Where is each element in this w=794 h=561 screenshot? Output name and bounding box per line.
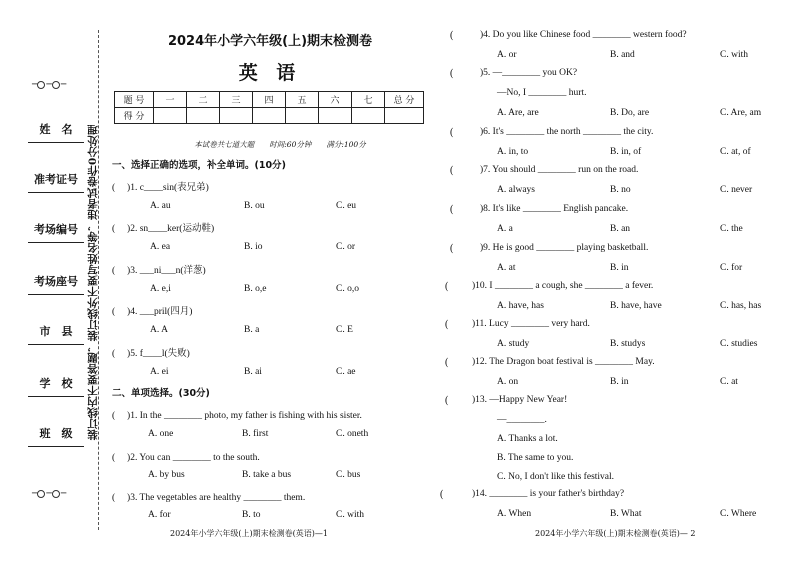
- score-col-3: 三: [220, 92, 253, 108]
- r-q9-a[interactable]: A. at: [497, 263, 516, 273]
- r-q5-a[interactable]: A. Are, are: [497, 108, 539, 118]
- r-q9: )9. He is good ________ playing basketball.: [480, 243, 649, 253]
- field-school[interactable]: 学 校: [28, 372, 84, 397]
- r-q9-c[interactable]: C. for: [720, 263, 743, 273]
- r-q10-c[interactable]: C. has, has: [720, 301, 762, 311]
- r-q11-a[interactable]: A. study: [497, 339, 530, 349]
- r-q8-a[interactable]: A. a: [497, 224, 513, 234]
- field-city-county[interactable]: 市 县: [28, 320, 84, 345]
- score-row-label: 得 分: [115, 108, 154, 124]
- s1-q1-c[interactable]: C. eu: [336, 201, 357, 211]
- s1-q3-a[interactable]: A. e,i: [150, 284, 171, 294]
- r-q6-b[interactable]: B. in, of: [610, 147, 642, 157]
- s1-q5: ( )5. f____l(失败): [112, 349, 190, 359]
- r-q7-b[interactable]: B. no: [610, 185, 631, 195]
- score-col-6: 六: [319, 92, 352, 108]
- binding-note: 装订线内不要答题，装订线外不要写姓名等，违者试卷作0分处理: [87, 124, 99, 440]
- r-q12-a[interactable]: A. on: [497, 377, 519, 387]
- score-cell[interactable]: [253, 108, 286, 124]
- r-q9-b[interactable]: B. in: [610, 263, 629, 273]
- r-q13-c[interactable]: C. No, I don't like this festival.: [497, 472, 615, 482]
- score-col-total: 总 分: [385, 92, 424, 108]
- s2-q1-a[interactable]: A. one: [148, 429, 174, 439]
- s1-q4: ( )4. ___pril(四月): [112, 307, 193, 317]
- r-q12-b[interactable]: B. in: [610, 377, 629, 387]
- s1-q2-a[interactable]: A. ea: [150, 242, 171, 252]
- score-col-5: 五: [286, 92, 319, 108]
- r-q12: )12. The Dragon boat festival is ________ May.: [472, 357, 655, 367]
- score-header-label: 题 号: [115, 92, 154, 108]
- s2-q1-b[interactable]: B. first: [242, 429, 269, 439]
- r-q5-b[interactable]: B. Do, are: [610, 108, 650, 118]
- r-q11-b[interactable]: B. studys: [610, 339, 646, 349]
- r-q5-c[interactable]: C. Are, am: [720, 108, 762, 118]
- binding-strip: [0, 0, 100, 561]
- score-col-4: 四: [253, 92, 286, 108]
- r-q7: )7. You should ________ run on the road.: [480, 165, 639, 175]
- s2-q3-b[interactable]: B. to: [242, 510, 261, 520]
- s1-q2-c[interactable]: C. or: [336, 242, 355, 252]
- r-q4-b[interactable]: B. and: [610, 50, 635, 60]
- cut-line: [98, 30, 99, 530]
- r-q8-paren[interactable]: (: [450, 204, 454, 215]
- exam-title: 2024年小学六年级(上)期末检测卷: [167, 34, 373, 49]
- score-col-2: 二: [187, 92, 220, 108]
- s1-q4-b[interactable]: B. a: [244, 325, 260, 335]
- r-q7-c[interactable]: C. never: [720, 185, 753, 195]
- r-q13-paren[interactable]: (: [445, 395, 449, 406]
- score-cell[interactable]: [352, 108, 385, 124]
- s1-q3-c[interactable]: C. o,o: [336, 284, 359, 294]
- r-q13: )13. —Happy New Year!: [472, 395, 568, 405]
- r-q14-paren[interactable]: (: [440, 489, 444, 500]
- score-cell[interactable]: [319, 108, 352, 124]
- r-q11-c[interactable]: C. studies: [720, 339, 758, 349]
- s1-q2-b[interactable]: B. io: [244, 242, 263, 252]
- r-q7-a[interactable]: A. always: [497, 185, 535, 195]
- s2-q2-b[interactable]: B. take a bus: [242, 470, 292, 480]
- s2-q1: ( )1. In the ________ photo, my father is fishing with his sister.: [112, 411, 362, 421]
- field-exam-number[interactable]: 准考证号: [28, 168, 84, 193]
- score-cell[interactable]: [154, 108, 187, 124]
- r-q13-line2: —________.: [497, 415, 547, 425]
- s2-q3-a[interactable]: A. for: [148, 510, 171, 520]
- r-q6-paren[interactable]: (: [450, 127, 454, 138]
- field-name[interactable]: 姓 名: [28, 118, 84, 143]
- r-q14-b[interactable]: B. What: [610, 509, 642, 519]
- r-q8-c[interactable]: C. the: [720, 224, 743, 234]
- s2-q2: ( )2. You can ________ to the south.: [112, 453, 260, 463]
- r-q10: )10. I ________ a cough, she ________ a fever.: [472, 281, 654, 291]
- s1-q1-b[interactable]: B. ou: [244, 201, 265, 211]
- s1-q1-a[interactable]: A. au: [150, 201, 171, 211]
- r-q12-paren[interactable]: (: [445, 357, 449, 368]
- r-q5-paren[interactable]: (: [450, 68, 454, 79]
- r-q4: )4. Do you like Chinese food ________ western food?: [480, 30, 687, 40]
- s1-q4-c[interactable]: C. E: [336, 325, 353, 335]
- r-q11-paren[interactable]: (: [445, 319, 449, 330]
- score-cell[interactable]: [286, 108, 319, 124]
- field-class[interactable]: 班 级: [28, 422, 84, 447]
- r-q8: )8. It's like ________ English pancake.: [480, 204, 629, 214]
- r-q13-a[interactable]: A. Thanks a lot.: [497, 434, 558, 444]
- section2-heading: 二、单项选择。(30分): [112, 388, 210, 399]
- s1-q5-b[interactable]: B. ai: [244, 367, 262, 377]
- r-q14-a[interactable]: A. When: [497, 509, 532, 519]
- score-cell[interactable]: [385, 108, 424, 124]
- r-q9-paren[interactable]: (: [450, 243, 454, 254]
- r-q14: )14. ________ is your father's birthday?: [472, 489, 625, 499]
- field-room-number[interactable]: 考场编号: [28, 218, 84, 243]
- r-q14-c[interactable]: C. Where: [720, 509, 757, 519]
- r-q4-c[interactable]: C. with: [720, 50, 748, 60]
- s2-q3: ( )3. The vegetables are healthy ________ them.: [112, 493, 306, 503]
- exam-info: 本试卷共七道大题 时间:60分钟 满分:100分: [194, 140, 366, 149]
- r-q10-paren[interactable]: (: [445, 281, 449, 292]
- s1-q2: ( )2. sn____ker(运动鞋): [112, 224, 215, 234]
- r-q4-paren[interactable]: (: [450, 30, 454, 41]
- s1-q5-a[interactable]: A. ei: [150, 367, 169, 377]
- binding-hole-bottom: ─ ─ ─: [32, 489, 66, 499]
- score-col-1: 一: [154, 92, 187, 108]
- s1-q3: ( )3. ___ni___n(洋葱): [112, 266, 206, 276]
- r-q10-b[interactable]: B. have, have: [610, 301, 662, 311]
- score-col-7: 七: [352, 92, 385, 108]
- footer-right: 2024年小学六年级(上)期末检测卷(英语)— 2: [535, 529, 696, 538]
- r-q7-paren[interactable]: (: [450, 165, 454, 176]
- s2-q2-a[interactable]: A. by bus: [148, 470, 185, 480]
- r-q4-a[interactable]: A. or: [497, 50, 517, 60]
- subject-title: 英 语: [238, 62, 302, 84]
- score-cell[interactable]: [220, 108, 253, 124]
- r-q11: )11. Lucy ________ very hard.: [472, 319, 590, 329]
- field-seat-number[interactable]: 考场座号: [28, 270, 84, 295]
- binding-hole-top: ─ ─ ─: [32, 80, 66, 90]
- score-cell[interactable]: [187, 108, 220, 124]
- r-q5: )5. —________ you OK?: [480, 68, 578, 78]
- s1-q3-b[interactable]: B. o,e: [244, 284, 267, 294]
- s2-q3-c[interactable]: C. with: [336, 510, 364, 520]
- s1-q4-a[interactable]: A. A: [150, 325, 168, 335]
- s2-q2-c[interactable]: C. bus: [336, 470, 361, 480]
- r-q8-b[interactable]: B. an: [610, 224, 631, 234]
- s1-q1: ( )1. c____sin(表兄弟): [112, 183, 209, 193]
- r-q10-a[interactable]: A. have, has: [497, 301, 544, 311]
- section1-heading: 一、选择正确的选项，补全单词。(10分): [112, 160, 286, 171]
- r-q5-line2: —No, I ________ hurt.: [497, 88, 587, 98]
- r-q12-c[interactable]: C. at: [720, 377, 738, 387]
- s2-q1-c[interactable]: C. oneth: [336, 429, 369, 439]
- s1-q5-c[interactable]: C. ae: [336, 367, 356, 377]
- footer-left: 2024年小学六年级(上)期末检测卷(英语)—1: [170, 529, 328, 538]
- r-q6-c[interactable]: C. at, of: [720, 147, 751, 157]
- r-q13-b[interactable]: B. The same to you.: [497, 453, 574, 463]
- r-q6-a[interactable]: A. in, to: [497, 147, 529, 157]
- r-q6: )6. It's ________ the north ________ the city.: [480, 127, 654, 137]
- score-table: [114, 91, 424, 124]
